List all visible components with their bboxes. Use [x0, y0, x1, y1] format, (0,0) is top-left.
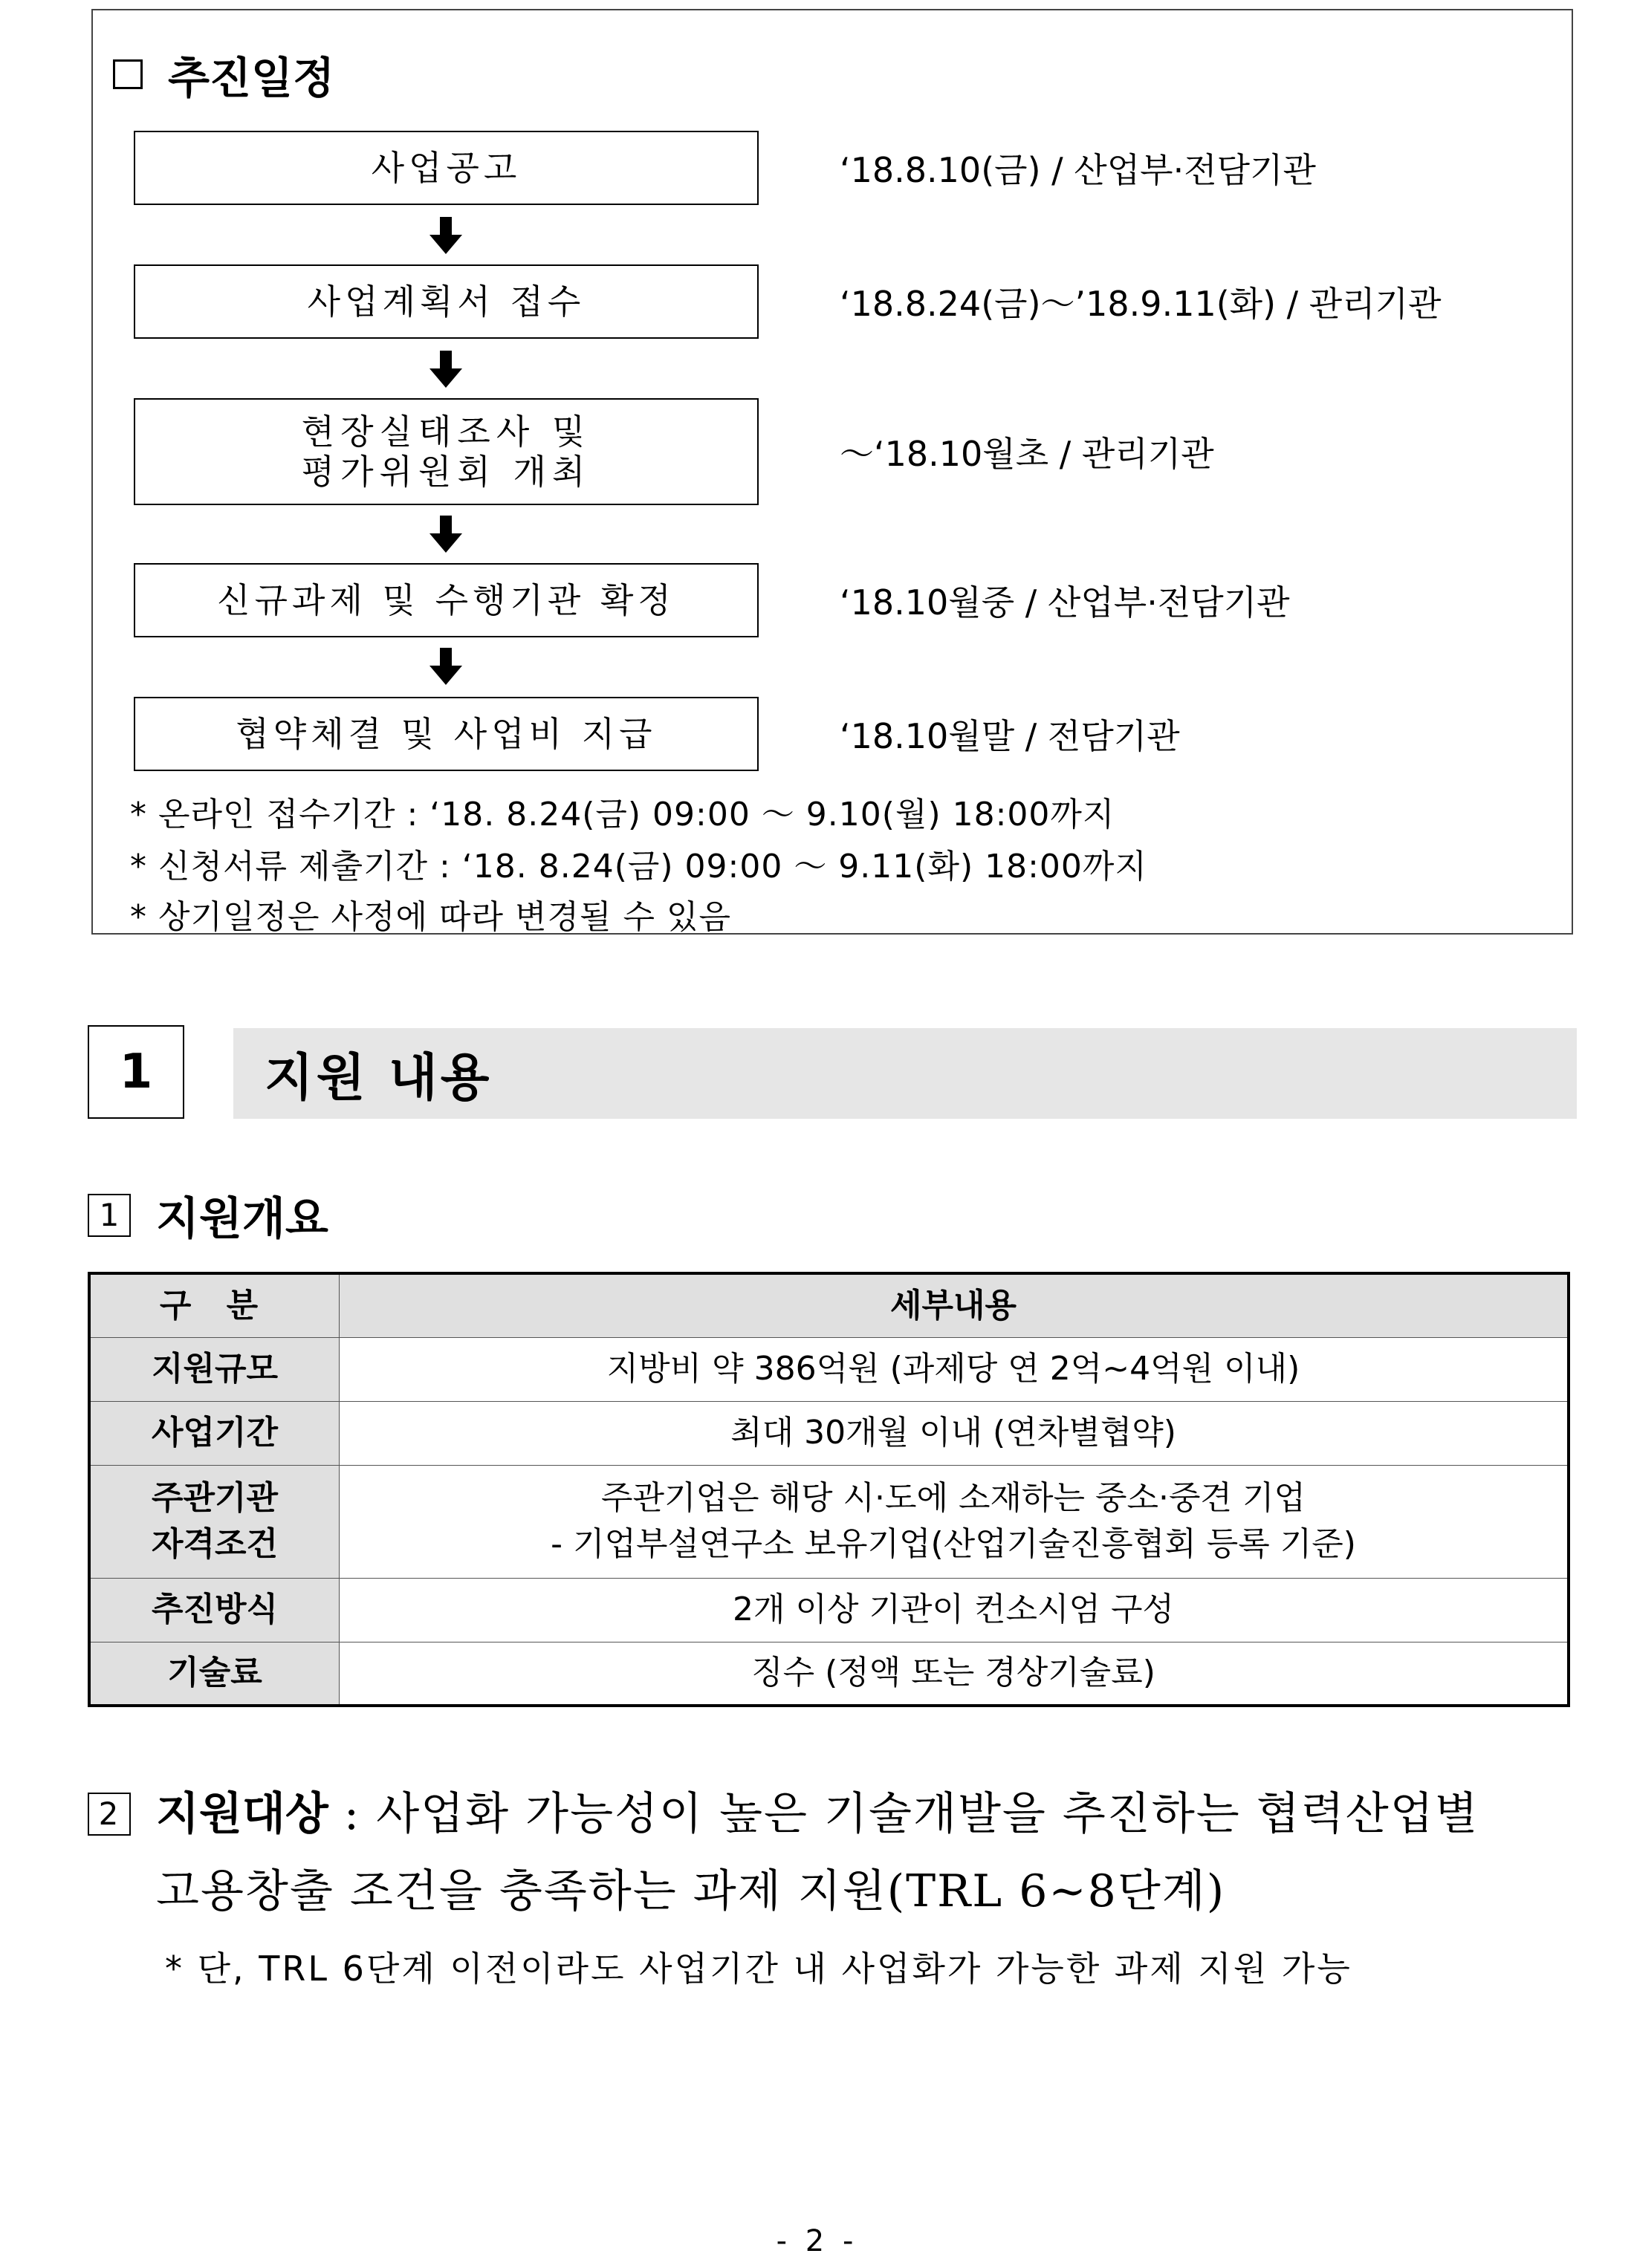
overview-heading — [88, 1186, 328, 1245]
table-row-value: 최대 30개월 이내 (연차별협약) — [340, 1401, 1569, 1465]
section-title: 지원 내용 — [233, 1028, 1577, 1119]
table-header-detail: 세부내용 — [340, 1273, 1569, 1337]
overview-title: 지원개요 — [156, 1193, 328, 1245]
down-arrow-icon — [429, 648, 462, 685]
target-text-1: : 사업화 가능성이 높은 기술개발을 추진하는 협력산업별 — [328, 1788, 1479, 1840]
step-detail-1: ‘18.8.10(금) / 산업부·전담기관 — [840, 150, 1316, 190]
target-note: * 단, TRL 6단계 이전이라도 사업기간 내 사업화가 가능한 과제 지원 가능 — [165, 1949, 1352, 1989]
overview-table — [88, 1272, 1570, 1707]
down-arrow-icon — [429, 217, 462, 254]
table-row-value: 징수 (정액 또는 경상기술료) — [340, 1642, 1569, 1706]
target-title: 지원대상 — [156, 1788, 328, 1840]
table-row-label: 추진방식 — [89, 1578, 340, 1642]
step-box-1: 사업공고 — [134, 131, 759, 205]
table-header-category: 구 분 — [89, 1273, 340, 1337]
table-row-label: 주관기관 자격조건 — [89, 1465, 340, 1578]
table-row-value: 2개 이상 기관이 컨소시엄 구성 — [340, 1578, 1569, 1642]
step-detail-3: ～‘18.10월초 / 관리기관 — [840, 434, 1214, 474]
page-number: - 2 - — [776, 2224, 858, 2258]
table-row — [89, 1401, 1569, 1465]
step-detail-5: ‘18.10월말 / 전담기관 — [840, 716, 1180, 756]
schedule-title-text: 추진일정 — [168, 53, 335, 103]
target-line-2: 고용창출 조건을 충족하는 과제 지원(TRL 6~8단계) — [156, 1865, 1226, 1917]
table-row-label: 사업기간 — [89, 1401, 340, 1465]
step-box-4: 신규과제 및 수행기관 확정 — [134, 563, 759, 637]
table-row-label: 기술료 — [89, 1642, 340, 1706]
step-detail-4: ‘18.10월중 / 산업부·전담기관 — [840, 582, 1290, 623]
down-arrow-icon — [429, 516, 462, 553]
square-bullet-icon — [113, 59, 143, 89]
target-number-box: 2 — [88, 1793, 131, 1836]
section-number: 1 — [88, 1025, 184, 1119]
table-header-row — [89, 1273, 1569, 1337]
schedule-title — [113, 45, 334, 104]
schedule-note-3: * 상기일정은 사정에 따라 변경될 수 있음 — [130, 898, 731, 936]
schedule-note-1: * 온라인 접수기간 : ‘18. 8.24(금) 09:00 ～ 9.10(월) 18:00까지 — [130, 796, 1115, 834]
step-detail-2: ‘18.8.24(금)～’18.9.11(화) / 관리기관 — [840, 284, 1442, 324]
step-box-5: 협약체결 및 사업비 지급 — [134, 697, 759, 771]
table-row — [89, 1578, 1569, 1642]
table-row-value: 주관기업은 해당 시·도에 소재하는 중소·중견 기업 - 기업부설연구소 보유기업(산업기술진흥협회 등록 기준) — [340, 1465, 1569, 1578]
step-box-2: 사업계획서 접수 — [134, 264, 759, 339]
table-row-label: 지원규모 — [89, 1337, 340, 1401]
down-arrow-icon — [429, 351, 462, 388]
overview-number-box: 1 — [88, 1194, 131, 1237]
step-box-3: 현장실태조사 및 평가위원회 개최 — [134, 398, 759, 505]
table-row — [89, 1465, 1569, 1578]
schedule-note-2: * 신청서류 제출기간 : ‘18. 8.24(금) 09:00 ～ 9.11(화) 18:00까지 — [130, 848, 1147, 886]
table-row — [89, 1642, 1569, 1706]
table-row-value: 지방비 약 386억원 (과제당 연 2억~4억원 이내) — [340, 1337, 1569, 1401]
table-row — [89, 1337, 1569, 1401]
target-line-1 — [88, 1778, 1479, 1842]
